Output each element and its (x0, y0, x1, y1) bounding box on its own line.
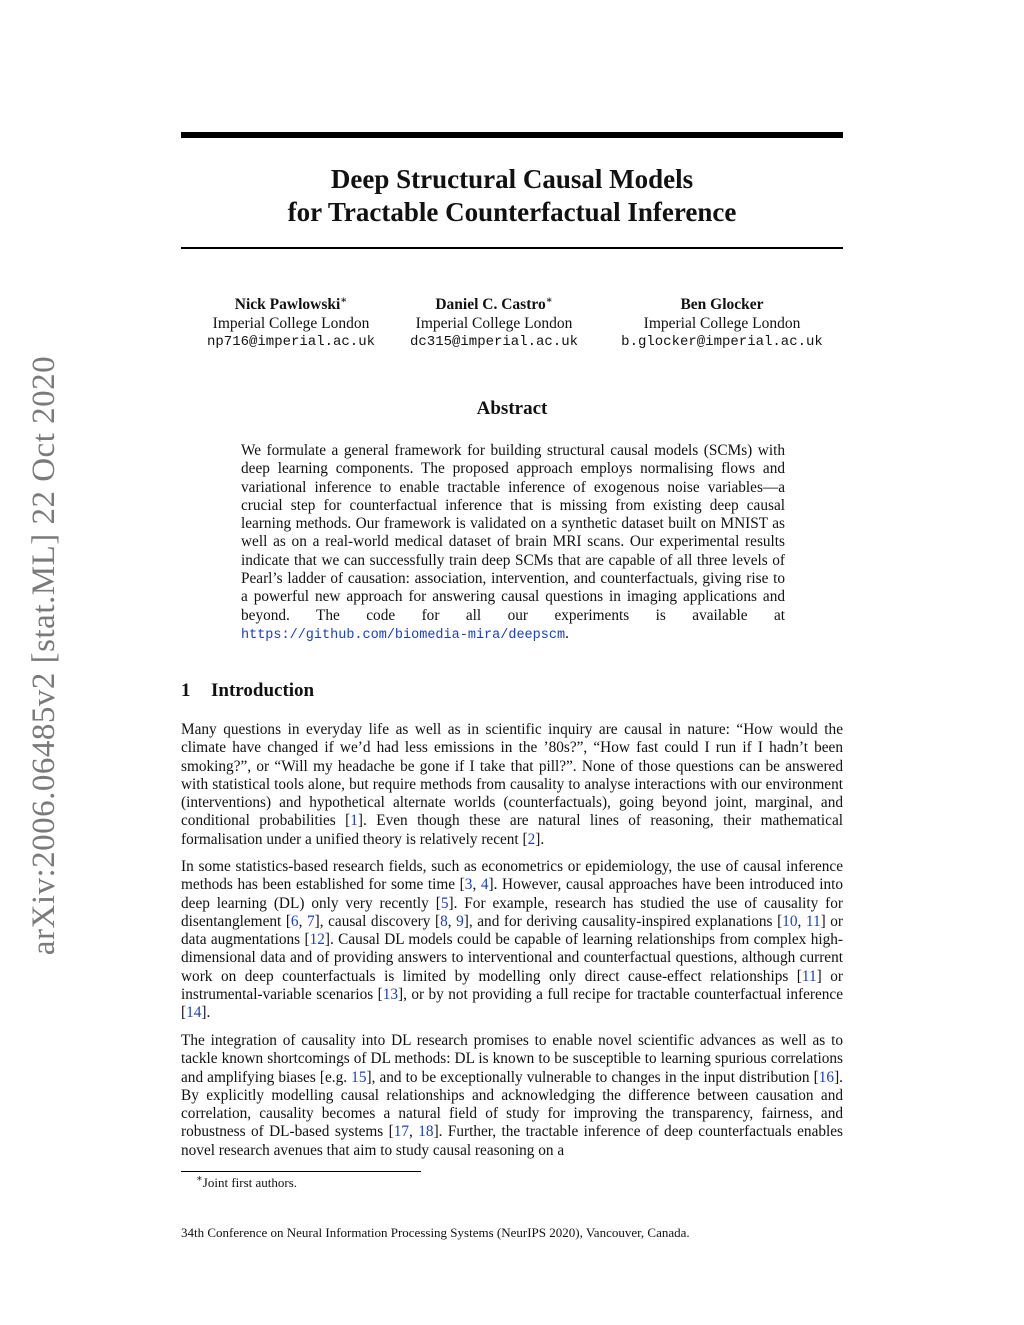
citation-link[interactable]: 7 (306, 912, 315, 930)
abstract-text: We formulate a general framework for building structural causal models (SCMs) with deep learning components. The proposed approach employs normalising flows and variational inference to enable tractable inference of exogenous noise variables—a crucial step for counterfactual inference that is missing from existing deep causal learning methods. Our framework is validated on a synthetic dataset built on MNIST as well as on a real-world medical dataset of brain MRI scans. Our experimental results indicate that we can successfully train deep SCMs that are capable of all three levels of Pearl’s ladder of causation: association, intervention, and counterfactuals, giving rise to a powerful new approach for answering causal questions in imaging applications and beyond. The code for all our experiments is available at (241, 442, 785, 624)
paragraph-text: , (298, 912, 307, 930)
citation-link[interactable]: 5 (440, 894, 449, 912)
abstract-heading: Abstract (476, 398, 548, 419)
paragraph-text: ], and for deriving causality-inspired explanations [ (463, 912, 783, 930)
author-affiliation: Imperial College London (212, 315, 370, 332)
author-2 (403, 295, 585, 352)
citation-link[interactable]: 11 (801, 967, 817, 985)
citation-link[interactable]: 4 (480, 876, 489, 894)
footnote-mark: ∗ (196, 1173, 203, 1185)
citation-link[interactable]: 11 (805, 912, 821, 930)
intro-paragraph-2 (181, 858, 843, 1023)
paragraph-text: ]. Even though these are natural lines of reasoning, their mathematical formalisation under a unified theory is relatively recent [ (181, 812, 843, 848)
author-email[interactable]: dc315@imperial.ac.uk (409, 334, 579, 350)
citation-link[interactable]: 12 (309, 931, 325, 949)
joint-author-mark: ∗ (545, 294, 553, 306)
paragraph-text: , (472, 876, 481, 894)
title-top-rule (181, 132, 843, 138)
abstract-body (241, 442, 785, 645)
paragraph-text: , (409, 1123, 419, 1141)
citation-link[interactable]: 2 (527, 830, 536, 848)
arxiv-identifier (20, 350, 70, 960)
author-email[interactable]: b.glocker@imperial.ac.uk (621, 334, 823, 350)
citation-link[interactable]: 14 (186, 1004, 202, 1022)
joint-author-mark: ∗ (340, 294, 348, 306)
author-1 (191, 295, 391, 352)
citation-link[interactable]: 18 (418, 1123, 434, 1141)
citation-link[interactable]: 17 (393, 1123, 410, 1141)
author-name: Daniel C. Castro (435, 296, 546, 313)
arxiv-identifier-text: arXiv:2006.06485v2 [stat.ML] 22 Oct 2020 (26, 355, 63, 955)
paragraph-text: ], and to be exceptionally vulnerable to changes in the input distribution [ (366, 1068, 819, 1086)
paragraph-text: ]. By explicitly modelling causal relationships and acknowledging the difference between causation and correlation, causality becomes a natural field of study for improving the transparency, fairness, and robustness of DL-based systems [ (181, 1068, 843, 1141)
author-affiliation: Imperial College London (415, 315, 573, 332)
footnote-text: Joint first authors. (202, 1175, 298, 1190)
footnote (196, 1175, 297, 1191)
title-bottom-rule (181, 247, 843, 249)
citation-link[interactable]: 3 (464, 876, 473, 894)
paragraph-text: ] or instrumental-variable scenarios [ (181, 967, 843, 1004)
citation-link[interactable]: 6 (290, 912, 299, 930)
citation-link[interactable]: 16 (818, 1068, 835, 1086)
paragraph-text: ], or by not providing a full recipe for tractable counterfactual inference [ (181, 986, 843, 1022)
citation-link[interactable]: 9 (456, 912, 464, 930)
code-link[interactable]: https://github.com/biomedia-mira/deepscm (241, 627, 566, 643)
paper-title (181, 163, 843, 229)
paragraph-text: In some statistics-based research fields, such as econometrics or epidemiology, the use of causal inference methods has been established for some time [ (181, 858, 843, 894)
citation-link[interactable]: 10 (782, 912, 798, 930)
citation-link[interactable]: 8 (440, 912, 448, 930)
author-affiliation: Imperial College London (643, 315, 801, 332)
intro-paragraph-1 (181, 721, 843, 849)
title-line-1: Deep Structural Causal Models (330, 164, 694, 194)
paragraph-text: ]. (201, 1004, 211, 1022)
paragraph-text: ]. (535, 830, 545, 848)
author-email[interactable]: np716@imperial.ac.uk (206, 334, 376, 350)
author-name: Nick Pawlowski (234, 296, 341, 313)
paragraph-text: ]. However, causal approaches have been introduced into deep learning (DL) only very recently [ (181, 876, 843, 912)
title-line-2: for Tractable Counterfactual Inference (287, 197, 737, 227)
paragraph-text: ]. For example, research has studied the use of causality for disentanglement [ (181, 894, 843, 930)
paragraph-text: ] or data augmentations [ (181, 912, 844, 949)
citation-link[interactable]: 15 (351, 1068, 367, 1086)
conference-footer: 34th Conference on Neural Information Processing Systems (NeurIPS 2020), Vancouver, Canada. (181, 1225, 690, 1240)
citation-link[interactable]: 13 (382, 986, 398, 1004)
paragraph-text: Many questions in everyday life as well as in scientific inquiry are causal in nature: “How would the climate have changed if we’d had less emissions in the ’80s?”, “How fast could I run if I hadn’t been smoking?”, or “Will my headache be gone if I take that pill?”. None of those questions can be answered with statistical tools alone, but require methods from causality to analyse interactions with our environment (interventions) and hypothetical alternate worlds (counterfactuals), going beyond joint, marginal, and conditional probabilities [ (181, 721, 843, 830)
author-3 (609, 295, 835, 352)
paragraph-text: ], causal discovery [ (314, 912, 441, 930)
author-name: Ben Glocker (680, 296, 764, 313)
section-heading-introduction (181, 680, 843, 702)
footnote-rule (181, 1171, 421, 1172)
intro-paragraph-3 (181, 1032, 843, 1160)
author-block (181, 295, 843, 355)
abstract-end: . (565, 624, 569, 642)
paragraph-text: , (797, 912, 806, 930)
section-number: 1 (181, 680, 191, 701)
paragraph-text: , (447, 912, 457, 930)
citation-link[interactable]: 1 (350, 812, 358, 830)
paragraph-text: ]. Causal DL models could be capable of learning relationships from complex high-dimensional data and of providing answers to interventional and counterfactual questions, although current work on deep counterfactuals is limited by modelling only direct cause-effect relationships [ (181, 931, 844, 985)
paragraph-text: The integration of causality into DL research promises to enable novel scientific advances as well as to tackle known shortcomings of DL methods: DL is known to be susceptible to learning spurious correlations and amplifying biases [e.g. (181, 1032, 843, 1086)
section-title: Introduction (211, 680, 315, 701)
paragraph-text: ]. Further, the tractable inference of deep counterfactuals enables novel research avenues that aim to study causal reasoning on a (181, 1123, 843, 1159)
